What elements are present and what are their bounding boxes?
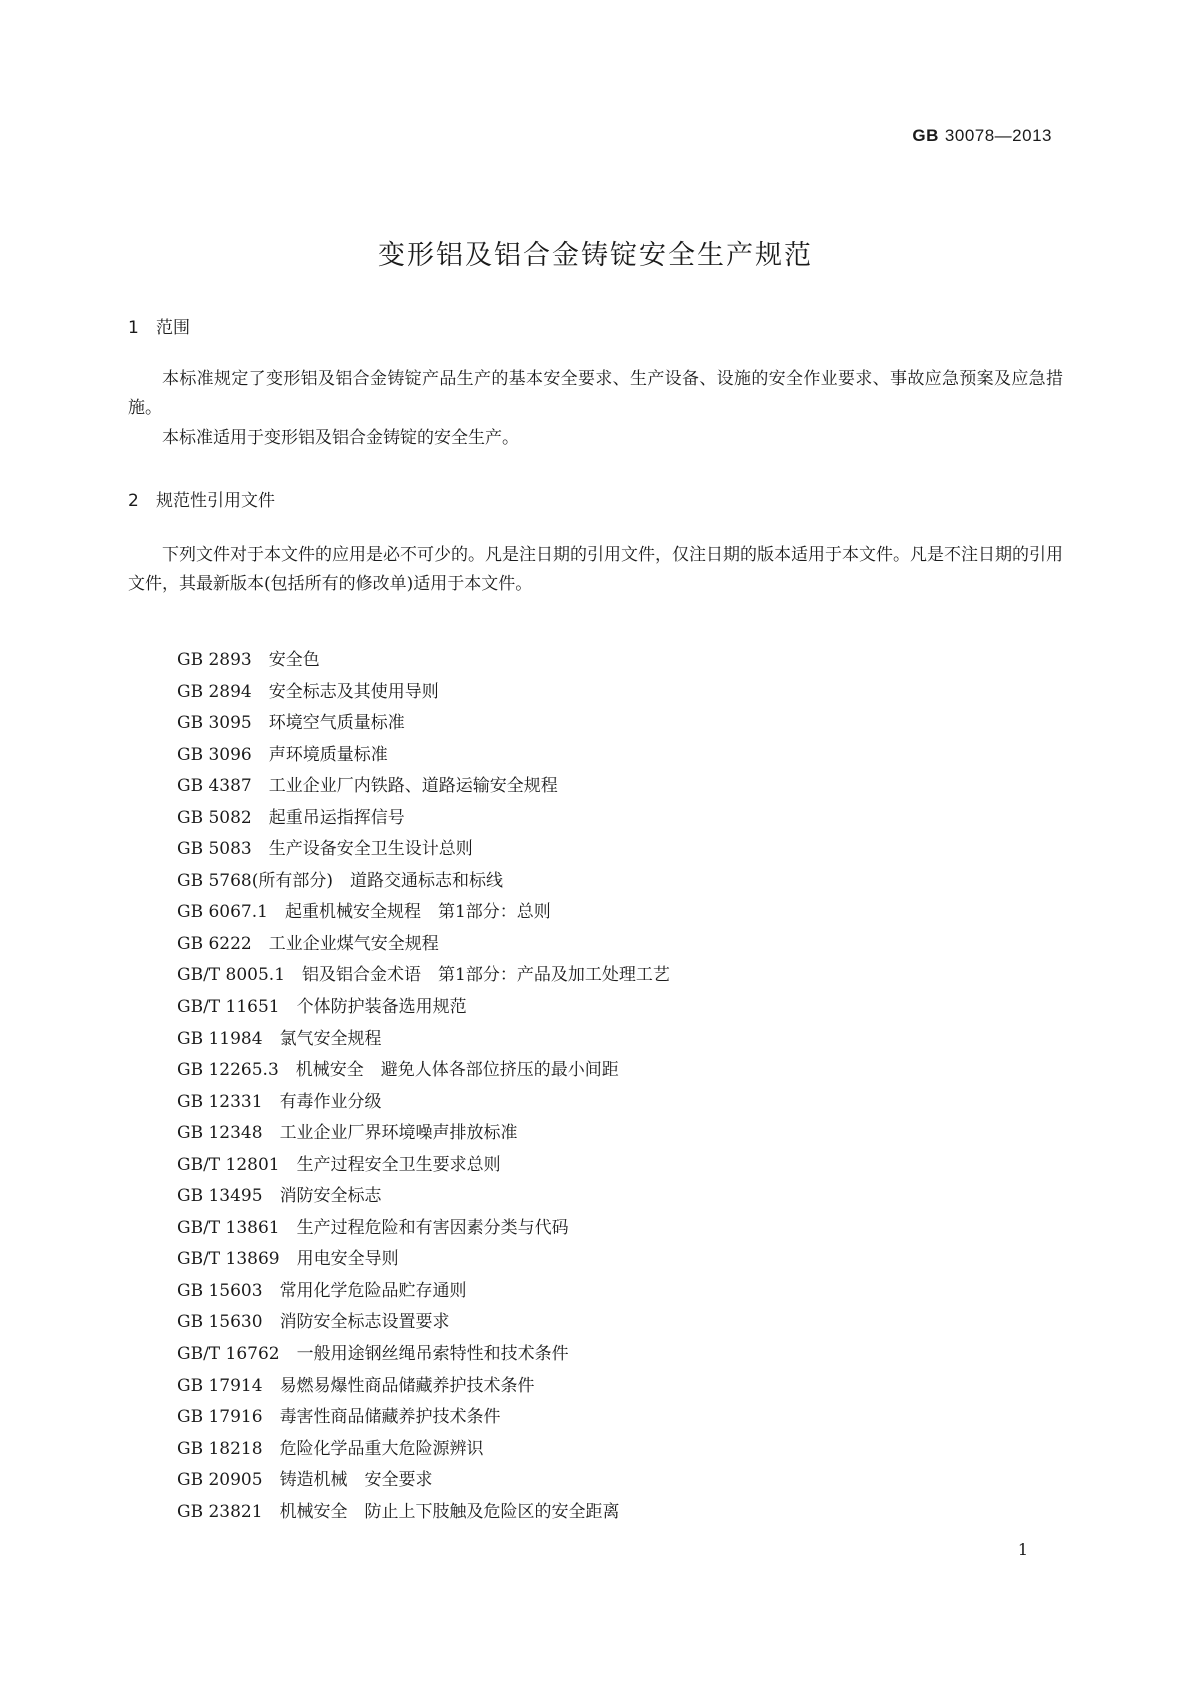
- reference-name: 安全标志及其使用导则: [268, 681, 439, 702]
- reference-item: [177, 929, 670, 961]
- reference-code: GB 4387: [177, 776, 252, 797]
- reference-code: GB 23821: [177, 1501, 263, 1522]
- section-2-heading: [128, 486, 275, 511]
- reference-name: 道路交通标志和标线: [350, 870, 504, 891]
- reference-item: [177, 1213, 670, 1245]
- reference-item: [177, 992, 670, 1024]
- reference-item: [177, 1339, 670, 1371]
- reference-name: 环境空气质量标准: [268, 713, 405, 734]
- reference-code: GB/T 13869: [177, 1249, 280, 1270]
- reference-code: GB 2893: [177, 650, 252, 670]
- reference-code: GB/T 11651: [177, 997, 280, 1018]
- reference-code: GB/T 12801: [177, 1154, 280, 1175]
- reference-item: [177, 834, 670, 866]
- reference-name: 安全色: [268, 650, 320, 670]
- reference-item: [177, 960, 670, 992]
- section-1-paragraph-2: 本标准适用于变形铝及铝合金铸锭的安全生产。: [162, 428, 519, 448]
- reference-item: [177, 1244, 670, 1276]
- section-2-intro: 下列文件对于本文件的应用是必不可少的。凡是注日期的引用文件，仅注日期的版本适用于本文件。凡是不注日期的引用文件，其最新版本(包括所有的修改单)适用于本文件。: [128, 545, 1063, 594]
- reference-name: 危险化学品重大危险源辨识: [279, 1438, 484, 1459]
- reference-name: 工业企业煤气安全规程: [268, 933, 439, 954]
- reference-item: [177, 1434, 670, 1466]
- reference-name: 生产过程安全卫生要求总则: [296, 1154, 501, 1175]
- reference-name: 毒害性商品储藏养护技术条件: [279, 1407, 501, 1428]
- reference-item: [177, 1118, 670, 1150]
- reference-code: GB 5768(所有部分): [177, 870, 334, 891]
- reference-item: [177, 771, 670, 803]
- reference-name: 起重机械安全规程 第1部分：总则: [284, 902, 551, 923]
- reference-item: [177, 1497, 670, 1529]
- reference-item: [177, 740, 670, 772]
- reference-name: 声环境质量标准: [268, 744, 388, 765]
- reference-name: 个体防护装备选用规范: [296, 997, 467, 1018]
- reference-name: 氯气安全规程: [279, 1028, 382, 1049]
- reference-name: 起重吊运指挥信号: [268, 807, 405, 828]
- reference-code: GB 18218: [177, 1438, 263, 1459]
- reference-name: 生产过程危险和有害因素分类与代码: [296, 1217, 569, 1238]
- reference-item: [177, 1087, 670, 1119]
- reference-name: 铸造机械 安全要求: [279, 1470, 433, 1491]
- reference-name: 铝及铝合金术语 第1部分：产品及加工处理工艺: [302, 965, 670, 986]
- reference-item: [177, 803, 670, 835]
- reference-item: [177, 1055, 670, 1087]
- reference-item: [177, 677, 670, 709]
- reference-item: [177, 1276, 670, 1308]
- reference-name: 工业企业厂内铁路、道路运输安全规程: [268, 776, 558, 797]
- reference-name: 用电安全导则: [296, 1249, 399, 1270]
- reference-item: [177, 897, 670, 929]
- doc-code-number: 30078—2013: [944, 126, 1052, 145]
- reference-item: [177, 645, 670, 677]
- reference-name: 机械安全 防止上下肢触及危险区的安全距离: [279, 1501, 620, 1522]
- reference-item: [177, 1181, 670, 1213]
- reference-name: 有毒作业分级: [279, 1091, 382, 1112]
- reference-code: GB 17916: [177, 1407, 263, 1428]
- section-1-paragraph-1: 本标准规定了变形铝及铝合金铸锭产品生产的基本安全要求、生产设备、设施的安全作业要求、事故应急预案及应急措施。: [128, 369, 1063, 418]
- reference-item: [177, 866, 670, 898]
- section-1-title: 范围: [156, 318, 190, 338]
- section-1-heading: [128, 313, 190, 338]
- reference-code: GB 15603: [177, 1280, 263, 1301]
- reference-code: GB 17914: [177, 1375, 263, 1396]
- reference-code: GB 12348: [177, 1123, 263, 1144]
- section-2-number: 2: [128, 491, 139, 511]
- reference-code: GB 5082: [177, 807, 252, 828]
- reference-item: [177, 708, 670, 740]
- reference-code: GB 11984: [177, 1028, 263, 1049]
- reference-code: GB 12331: [177, 1091, 263, 1112]
- reference-code: GB 2894: [177, 681, 252, 702]
- reference-name: 工业企业厂界环境噪声排放标准: [279, 1123, 518, 1144]
- reference-code: GB/T 13861: [177, 1217, 280, 1238]
- reference-item: [177, 1371, 670, 1403]
- doc-code-prefix: GB: [912, 126, 939, 145]
- reference-name: 机械安全 避免人体各部位挤压的最小间距: [295, 1060, 619, 1081]
- reference-code: GB 6222: [177, 933, 252, 954]
- reference-code: GB 13495: [177, 1186, 263, 1207]
- reference-name: 易燃易爆性商品储藏养护技术条件: [279, 1375, 535, 1396]
- reference-name: 常用化学危险品贮存通则: [279, 1280, 467, 1301]
- normative-reference-list: [177, 645, 670, 1528]
- reference-code: GB/T 16762: [177, 1344, 280, 1365]
- reference-name: 消防安全标志设置要求: [279, 1312, 450, 1333]
- section-1-number: 1: [128, 318, 139, 338]
- reference-code: GB 3096: [177, 744, 252, 765]
- document-title: 变形铝及铝合金铸锭安全生产规范: [378, 240, 813, 271]
- section-2-title: 规范性引用文件: [156, 491, 275, 511]
- reference-item: [177, 1465, 670, 1497]
- page-number: 1: [1017, 1540, 1028, 1559]
- document-code: [912, 126, 1052, 146]
- reference-code: GB/T 8005.1: [177, 965, 286, 986]
- reference-name: 一般用途钢丝绳吊索特性和技术条件: [296, 1344, 569, 1365]
- reference-code: GB 15630: [177, 1312, 263, 1333]
- reference-name: 生产设备安全卫生设计总则: [268, 839, 473, 860]
- reference-name: 消防安全标志: [279, 1186, 382, 1207]
- reference-code: GB 3095: [177, 713, 252, 734]
- reference-code: GB 12265.3: [177, 1060, 279, 1081]
- reference-item: [177, 1150, 670, 1182]
- reference-item: [177, 1307, 670, 1339]
- reference-code: GB 6067.1: [177, 902, 268, 923]
- reference-item: [177, 1024, 670, 1056]
- reference-code: GB 20905: [177, 1470, 263, 1491]
- reference-item: [177, 1402, 670, 1434]
- reference-code: GB 5083: [177, 839, 252, 860]
